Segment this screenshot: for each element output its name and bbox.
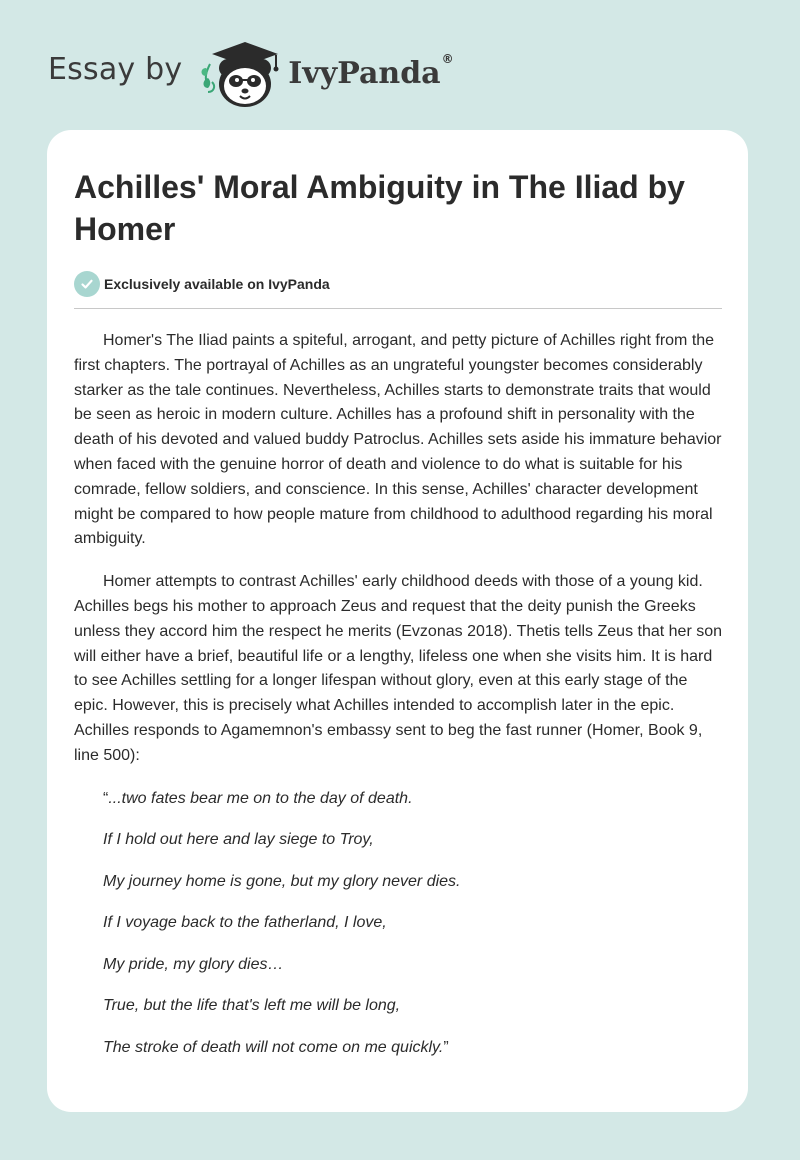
page-title: Achilles' Moral Ambiguity in The Iliad by Homer xyxy=(74,169,685,247)
block-quote xyxy=(74,787,722,1060)
quote-line-text: ...two fates bear me on to the day of death. xyxy=(108,789,413,807)
paragraph: Homer attempts to contrast Achilles' early childhood deeds with those of a young kid. Achilles begs his mother to approach Zeus and request that the deity punish the Greeks unless they accord him the respect he merits (Evzonas 2018). Thetis tells Zeus that her son will either have a brief, beautiful life or a lengthy, lifeless one when she visits him. It is hard to see Achilles settling for a longer lifespan without glory, even at this early stage of the epic. However, this is precisely what Achilles intended to accomplish later in the epic. Achilles responds to Agamemnon's embassy sent to beg the fast runner (Homer, Book 9, line 500): xyxy=(74,573,723,764)
brand-header[interactable] xyxy=(48,34,454,110)
essay-card xyxy=(47,130,748,1112)
quote-line: My journey home is gone, but my glory never dies. xyxy=(103,872,461,890)
quote-line: If I hold out here and lay siege to Troy, xyxy=(103,831,374,849)
exclusive-notice xyxy=(74,270,722,298)
quote-open-mark: “ xyxy=(103,789,109,807)
quote-line-text: The stroke of death will not come on me quickly. xyxy=(103,1038,444,1056)
exclusive-label: Exclusively available on IvyPanda xyxy=(104,276,330,292)
quote-line xyxy=(103,1036,722,1060)
quote-line: My pride, my glory dies… xyxy=(103,955,284,973)
quote-close-mark: ” xyxy=(443,1038,449,1056)
check-icon xyxy=(74,271,100,297)
brand-name-text: IvyPanda xyxy=(288,55,441,91)
brand-prefix: Essay by xyxy=(48,51,183,87)
quote-line xyxy=(103,787,722,811)
registered-mark: ® xyxy=(441,51,454,66)
quote-line: True, but the life that's left me will be long, xyxy=(103,997,401,1015)
paragraph: Homer's The Iliad paints a spiteful, arrogant, and petty picture of Achilles right from the first chapters. The portrayal of Achilles as an ungrateful youngster becomes considerably starker as the tale continues. Nevertheless, Achilles starts to demonstrate traits that would be seen as heroic in modern culture. Achilles has a profound shift in personality with the death of his devoted and valued buddy Patroclus. Achilles sets aside his immature behavior when faced with the genuine horror of death and violence to do what is suitable for his comrade, fellow soldiers, and conscience. In this sense, Achilles' character development might be compared to how people mature from childhood to adulthood regarding his moral ambiguity. xyxy=(74,332,722,548)
essay-body xyxy=(74,329,722,1060)
panda-graduate-logo-icon xyxy=(196,34,288,110)
divider xyxy=(74,308,722,309)
brand-name xyxy=(288,51,454,91)
quote-line: If I voyage back to the fatherland, I love, xyxy=(103,914,387,932)
